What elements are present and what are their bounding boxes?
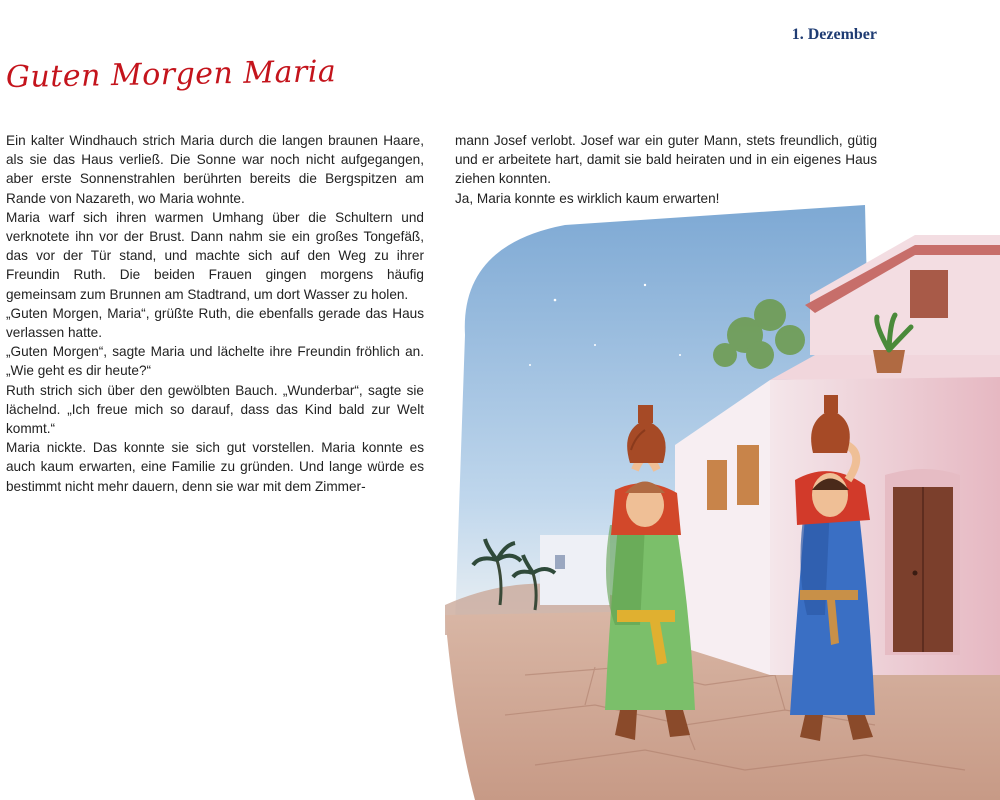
story-paragraph: Ruth strich sich über den gewölbten Bauch. „Wunderbar“, sagte sie lächelnd. „Ich freue mich so darauf, dass das Kind bald zur Welt kommt.“ — [6, 382, 424, 437]
side-window — [707, 460, 727, 510]
story-paragraph: „Guten Morgen, Maria“, grüßte Ruth, die ebenfalls gerade das Haus verlassen hatte. — [6, 305, 424, 341]
story-paragraph: Maria warf sich ihren warmen Umhang über die Schultern und verknotete ihn vor der Brust. Dann nahm sie ein großes Tongefäß, das vor der Tür stand, und machte sich auf den Weg zu ihrer Freundin Ruth. Die beiden Frauen gingen morgens häufig gemeinsam zum Brunnen am Stadtrand, um dort Wasser zu holen. — [6, 209, 424, 302]
side-window — [737, 445, 759, 505]
story-column-right — [455, 131, 877, 208]
story-paragraph: Maria nickte. Das konnte sie sich gut vorstellen. Maria konnte es auch kaum erwarten, eine Familie zu gründen. Und lange würde es bestimmt nicht mehr dauern, denn sie war mit dem Zimmer- — [6, 440, 424, 494]
story-paragraph: Ja, Maria konnte es wirklich kaum erwarten! — [455, 190, 720, 206]
story-title: Guten Morgen Maria — [5, 54, 337, 95]
story-paragraph: mann Josef verlobt. Josef war ein guter Mann, stets freundlich, gütig und er arbeitete hart, damit sie bald heiraten und in ein eigenes Haus ziehen konnten. — [455, 133, 877, 187]
upper-window — [910, 270, 948, 318]
page-date: 1. Dezember — [791, 26, 877, 43]
story-column-left — [6, 131, 424, 496]
story-paragraph: Ein kalter Windhauch strich Maria durch die langen braunen Haare, als sie das Haus verließ. Die Sonne war noch nicht aufgegangen, aber erste Sonnenstrahlen berührten bereits die Bergspitzen am Rande von Nazareth, wo Maria wohnte. — [6, 133, 424, 206]
watercolor-illustration — [445, 205, 1000, 800]
story-paragraph: „Guten Morgen“, sagte Maria und lächelte ihre Freundin fröhlich an. „Wie geht es dir heute?“ — [6, 344, 424, 379]
